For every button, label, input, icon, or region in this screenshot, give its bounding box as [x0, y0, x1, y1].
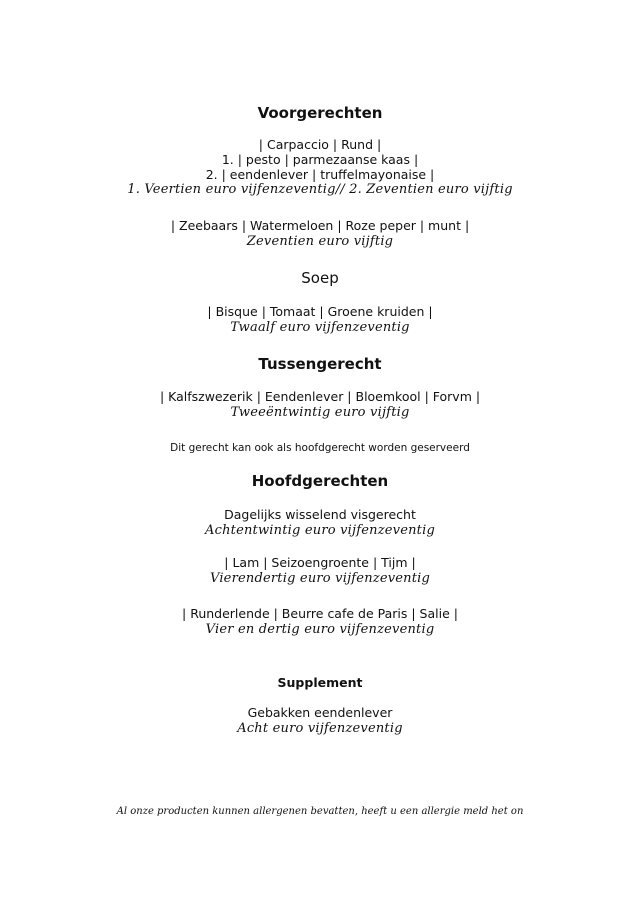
- tussengerecht-note: Dit gerecht kan ook als hoofdgerecht worden geserveerd: [170, 442, 470, 454]
- heading-tussengerecht: Tussengerecht: [258, 355, 382, 373]
- allergen-footer: Al onze producten kunnen allergenen bevatten, heeft u een allergie meld het on: [116, 806, 524, 817]
- heading-soep: Soep: [301, 269, 339, 287]
- zeebaars-price: Zeventien euro vijftig: [246, 234, 394, 249]
- kalfszwezerik-line: | Kalfszwezerik | Eendenlever | Bloemkool | Forvm |: [159, 389, 481, 404]
- visgerecht-line: Dagelijks wisselend visgerecht: [224, 507, 416, 522]
- runderlende-line: | Runderlende | Beurre cafe de Paris | Salie |: [182, 606, 458, 621]
- kalfszwezerik-price: Tweeëntwintig euro vijftig: [230, 405, 410, 420]
- heading-hoofdgerechten: Hoofdgerechten: [251, 472, 389, 490]
- eendenlever-price: Acht euro vijfenzeventig: [237, 721, 403, 736]
- zeebaars-line: | Zeebaars | Watermeloen | Roze peper | munt |: [170, 218, 470, 233]
- carpaccio-line-2: 1. | pesto | parmezaanse kaas |: [221, 152, 419, 167]
- bisque-price: Twaalf euro vijfenzeventig: [230, 320, 410, 335]
- bisque-line: | Bisque | Tomaat | Groene kruiden |: [207, 304, 433, 319]
- heading-supplement: Supplement: [277, 675, 363, 690]
- heading-voorgerechten: Voorgerechten: [257, 104, 383, 122]
- lam-line: | Lam | Seizoengroente | Tijm |: [224, 555, 416, 570]
- lam-price: Vierendertig euro vijfenzeventig: [209, 571, 431, 586]
- visgerecht-price: Achtentwintig euro vijfenzeventig: [205, 523, 435, 538]
- runderlende-price: Vier en dertig euro vijfenzeventig: [205, 622, 435, 637]
- eendenlever-line: Gebakken eendenlever: [247, 705, 393, 720]
- carpaccio-price: 1. Veertien euro vijfenzeventig// 2. Zeventien euro vijftig: [127, 182, 513, 197]
- carpaccio-line-3: 2. | eendenlever | truffelmayonaise |: [205, 167, 435, 182]
- carpaccio-line-1: | Carpaccio | Rund |: [258, 137, 382, 152]
